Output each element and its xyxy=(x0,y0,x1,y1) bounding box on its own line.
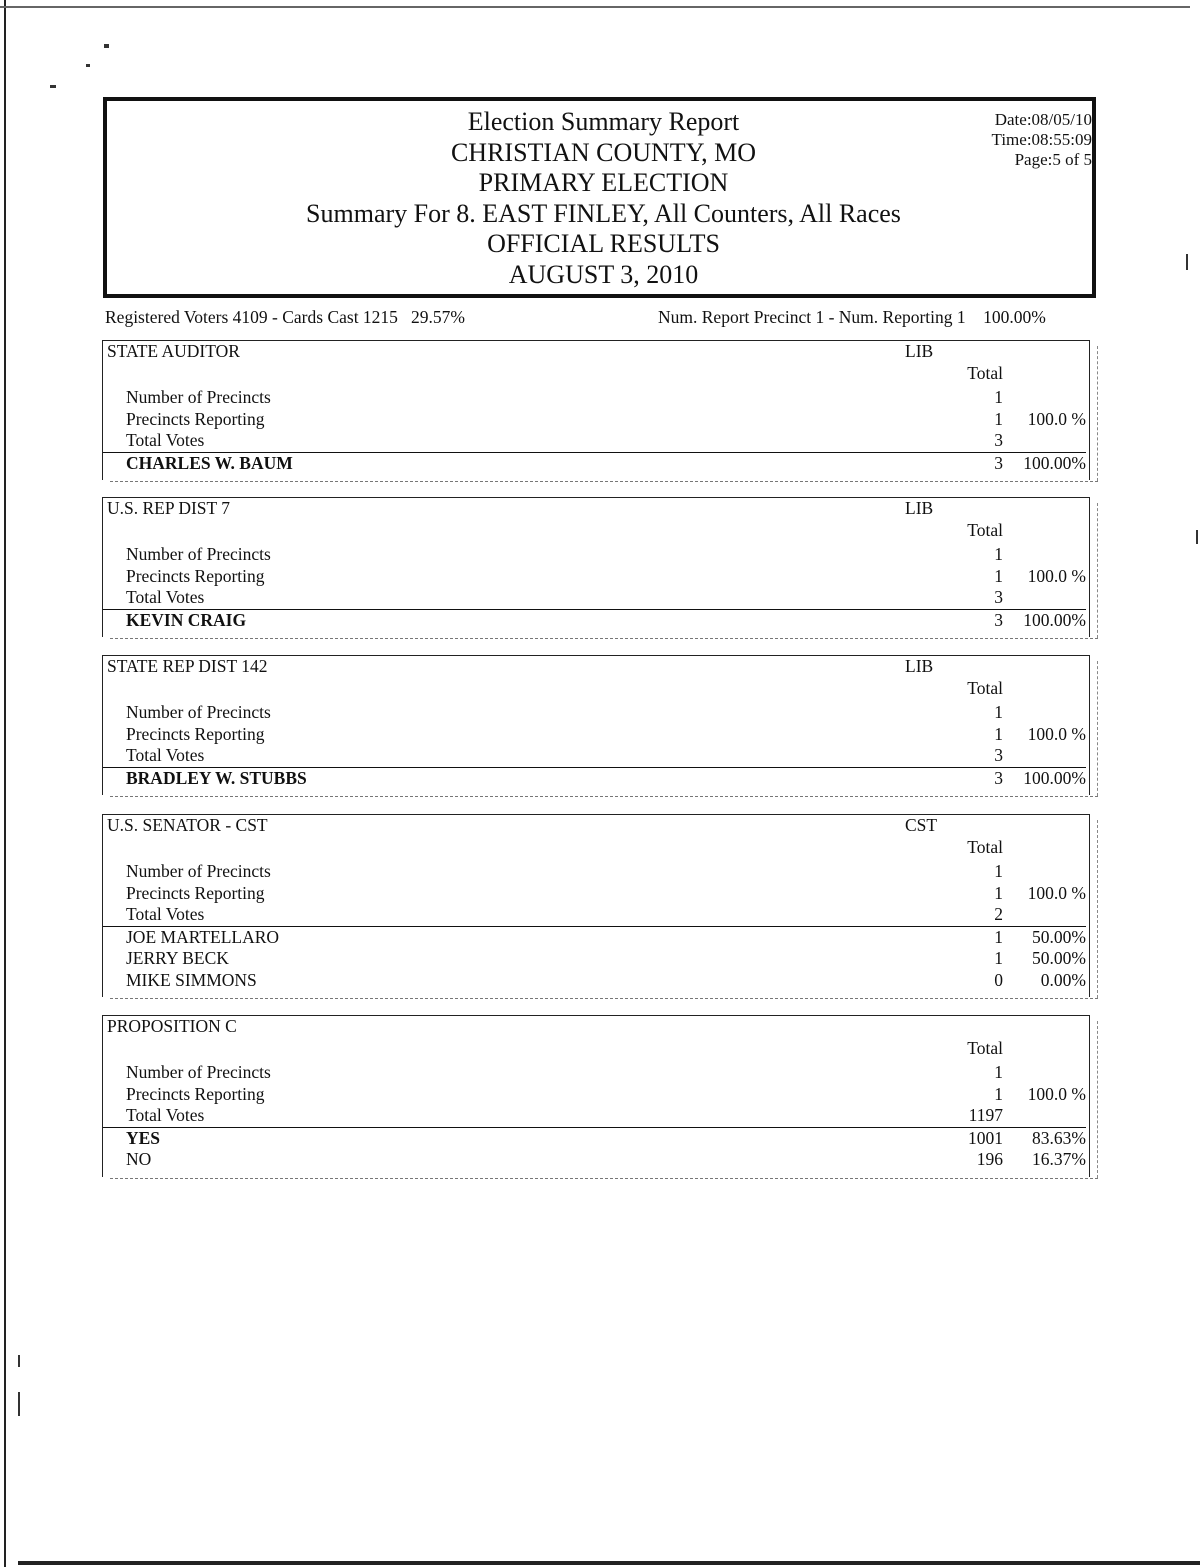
candidate-votes: 3 xyxy=(994,767,1003,788)
stat-label: Precincts Reporting xyxy=(126,723,265,744)
race-box-shadow-side xyxy=(1097,661,1098,796)
party-label: LIB xyxy=(905,498,934,518)
stat-value: 1 xyxy=(994,1083,1003,1104)
candidate-votes: 3 xyxy=(994,609,1003,630)
report-date: Date:08/05/10 xyxy=(994,110,1092,129)
report-title: Election Summary Report xyxy=(467,107,740,136)
registered-voters-summary: Registered Voters 4109 - Cards Cast 1215 29.57% xyxy=(105,307,466,327)
candidate-percent: 50.00% xyxy=(1032,926,1086,947)
candidate-votes: 196 xyxy=(976,1149,1003,1169)
stat-row xyxy=(103,1084,1089,1106)
stat-value: 1 xyxy=(994,387,1003,407)
results-status: OFFICIAL RESULTS xyxy=(487,229,720,258)
race-title: U.S. SENATOR - CST xyxy=(107,815,268,835)
stat-value: 3 xyxy=(994,745,1003,765)
scan-edge-bottom xyxy=(18,1561,1200,1565)
stat-row xyxy=(103,566,1089,588)
stat-value: 1 xyxy=(994,882,1003,903)
race-box-shadow-side xyxy=(1097,1021,1098,1178)
scan-edge-left xyxy=(4,0,6,1567)
candidate-name: JOE MARTELLARO xyxy=(126,926,280,947)
race-box-shadow-side xyxy=(1097,503,1098,638)
stat-row xyxy=(103,904,1089,926)
stat-label: Number of Precincts xyxy=(126,1062,271,1082)
stat-row xyxy=(103,587,1089,609)
candidate-percent: 50.00% xyxy=(1032,948,1086,968)
stat-row xyxy=(103,883,1089,905)
race-box xyxy=(102,340,1090,480)
scan-speck xyxy=(18,1355,20,1367)
candidate-row xyxy=(103,768,1089,790)
race-box xyxy=(102,814,1090,997)
candidate-percent: 83.63% xyxy=(1032,1127,1086,1148)
stat-value: 1 xyxy=(994,544,1003,564)
candidate-name: CHARLES W. BAUM xyxy=(126,452,293,473)
race-box-shadow-side xyxy=(1097,346,1098,481)
party-label: LIB xyxy=(905,341,934,361)
stat-value: 1 xyxy=(994,723,1003,744)
county-name: CHRISTIAN COUNTY, MO xyxy=(450,137,757,167)
candidate-name: MIKE SIMMONS xyxy=(126,969,257,990)
stat-label: Precincts Reporting xyxy=(126,1083,265,1104)
race-box-shadow xyxy=(110,998,1098,999)
stat-percent: 100.0 % xyxy=(1027,565,1086,586)
stat-row xyxy=(103,1105,1089,1127)
stat-value: 1 xyxy=(994,861,1003,881)
race-box-shadow xyxy=(110,481,1098,482)
candidate-name: BRADLEY W. STUBBS xyxy=(126,767,307,788)
stat-label: Total Votes xyxy=(126,745,205,765)
race-box xyxy=(102,1015,1090,1177)
candidate-percent: 100.00% xyxy=(1023,609,1086,630)
candidate-name: NO xyxy=(126,1149,152,1169)
header-title-block xyxy=(107,107,1100,290)
stat-label: Total Votes xyxy=(126,904,205,924)
party-label: CST xyxy=(905,815,938,835)
scan-speck xyxy=(18,1392,20,1416)
stat-value: 1 xyxy=(994,408,1003,429)
scan-speck xyxy=(86,64,90,67)
party-label: LIB xyxy=(905,656,934,676)
stat-label: Number of Precincts xyxy=(126,544,271,564)
stat-percent: 100.0 % xyxy=(1027,1083,1086,1104)
stat-label: Total Votes xyxy=(126,430,205,450)
stat-row xyxy=(103,387,1089,409)
stat-row xyxy=(103,724,1089,746)
total-column-header: Total xyxy=(967,837,1003,857)
stat-percent: 100.0 % xyxy=(1027,723,1086,744)
candidate-row xyxy=(103,1149,1089,1171)
stat-label: Number of Precincts xyxy=(126,702,271,722)
stat-label: Precincts Reporting xyxy=(126,882,265,903)
stat-row xyxy=(103,702,1089,724)
race-title: STATE REP DIST 142 xyxy=(107,656,268,676)
stat-value: 3 xyxy=(994,587,1003,607)
race-box-shadow xyxy=(110,1178,1098,1179)
scan-edge-top xyxy=(0,6,1190,8)
candidate-row xyxy=(103,453,1089,475)
stat-label: Total Votes xyxy=(126,587,205,607)
stat-row xyxy=(103,409,1089,431)
race-box xyxy=(102,655,1090,795)
report-time: Time:08:55:09 xyxy=(991,130,1092,149)
total-column-header: Total xyxy=(967,678,1003,698)
precinct-reporting-summary: Num. Report Precinct 1 - Num. Reporting 1 100.00% xyxy=(658,307,1046,327)
stat-row xyxy=(103,1062,1089,1084)
race-box xyxy=(102,497,1090,637)
stat-value: 1197 xyxy=(968,1105,1003,1125)
candidate-votes: 1 xyxy=(994,926,1003,947)
report-meta xyxy=(992,110,1092,170)
stat-row xyxy=(103,544,1089,566)
candidate-row xyxy=(103,610,1089,632)
stat-value: 2 xyxy=(994,904,1003,924)
stat-label: Number of Precincts xyxy=(126,387,271,407)
candidate-percent: 16.37% xyxy=(1032,1149,1086,1169)
candidate-name: JERRY BECK xyxy=(126,948,229,968)
stat-percent: 100.0 % xyxy=(1027,882,1086,903)
candidate-percent: 100.00% xyxy=(1023,452,1086,473)
scan-speck xyxy=(104,44,109,48)
total-column-header: Total xyxy=(967,1038,1003,1058)
scan-speck xyxy=(1186,254,1188,270)
stat-value: 1 xyxy=(994,702,1003,722)
race-title: STATE AUDITOR xyxy=(107,341,240,361)
candidate-percent: 0.00% xyxy=(1040,969,1086,990)
candidate-row xyxy=(103,948,1089,970)
race-box-shadow xyxy=(110,638,1098,639)
race-box-shadow-side xyxy=(1097,820,1098,998)
race-box-shadow xyxy=(110,796,1098,797)
report-header xyxy=(103,97,1096,298)
stat-value: 3 xyxy=(994,430,1003,450)
stat-percent: 100.0 % xyxy=(1027,408,1086,429)
candidate-name: KEVIN CRAIG xyxy=(126,609,247,630)
race-title: PROPOSITION C xyxy=(107,1016,237,1036)
election-date: AUGUST 3, 2010 xyxy=(508,259,699,289)
stat-row xyxy=(103,430,1089,452)
candidate-name: YES xyxy=(126,1127,161,1148)
stat-value: 1 xyxy=(994,565,1003,586)
stat-label: Precincts Reporting xyxy=(126,565,265,586)
stat-label: Number of Precincts xyxy=(126,861,271,881)
total-column-header: Total xyxy=(967,520,1003,540)
stat-label: Precincts Reporting xyxy=(126,408,265,429)
candidate-votes: 0 xyxy=(994,969,1003,990)
stat-row xyxy=(103,861,1089,883)
stat-label: Total Votes xyxy=(126,1105,205,1125)
page-number: Page:5 of 5 xyxy=(1014,150,1092,169)
summary-for: Summary For 8. EAST FINLEY, All Counters, All Races xyxy=(306,198,901,228)
candidate-row xyxy=(103,1128,1089,1150)
total-column-header: Total xyxy=(967,363,1003,383)
election-name: PRIMARY ELECTION xyxy=(478,168,729,197)
candidate-votes: 1 xyxy=(994,948,1003,968)
scan-speck xyxy=(50,85,56,88)
stat-row xyxy=(103,745,1089,767)
candidate-votes: 3 xyxy=(994,452,1003,473)
candidate-votes: 1001 xyxy=(968,1127,1003,1148)
candidate-row xyxy=(103,927,1089,949)
stat-value: 1 xyxy=(994,1062,1003,1082)
candidate-row xyxy=(103,970,1089,992)
scan-speck xyxy=(1196,530,1198,544)
candidate-percent: 100.00% xyxy=(1023,767,1086,788)
race-title: U.S. REP DIST 7 xyxy=(107,498,231,518)
